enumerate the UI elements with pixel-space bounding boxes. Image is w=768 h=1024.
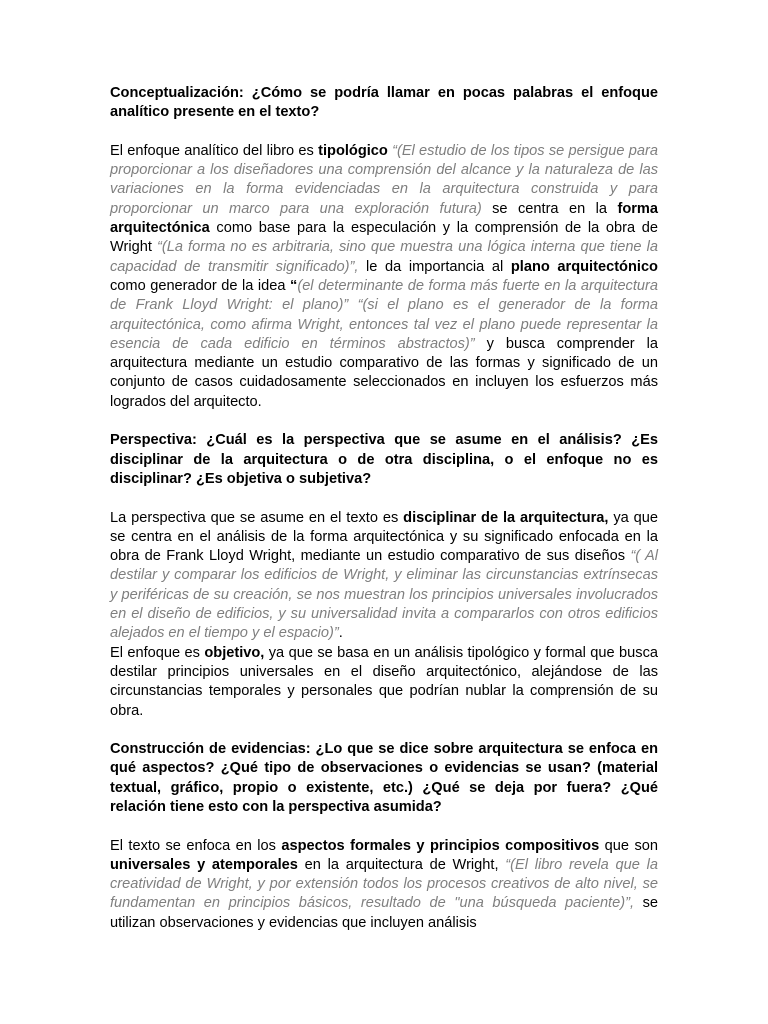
bold-term: disciplinar de la arquitectura,	[403, 509, 609, 526]
text-run: le da importancia al	[358, 258, 511, 275]
text-run: se utilizan observaciones y evidencias que incluyen análisis	[110, 895, 658, 931]
quotation: “(El estudio de los tipos se persigue para proporcionar a los diseñadores una comprensión del alcance y la naturaleza de las variaciones en la forma evidenciadas en la arquitectura construida y para proporcionar un marco para una exploración futura)	[110, 142, 658, 217]
text-run: El enfoque es	[110, 644, 205, 661]
answer-conceptualizacion	[110, 142, 658, 412]
bold-term: “	[290, 277, 298, 294]
answer-perspectiva	[110, 509, 658, 644]
text-run: que son	[599, 837, 658, 854]
text-run: ya que se centra en el análisis de la forma arquitectónica y su significado enfocada en la obra de Frank Lloyd Wright, mediante un estudio comparativo de sus diseños	[110, 509, 658, 565]
question-conceptualizacion: Conceptualización: ¿Cómo se podría llamar en pocas palabras el enfoque analítico presente en el texto?	[110, 85, 658, 121]
answer-construccion-evidencias	[110, 837, 658, 933]
quotation: (el determinante de forma más fuerte en la arquitectura de Frank Lloyd Wright: el plano)” “(si el plano es el generador de la forma arquitectónica, como afirma Wright, entonces tal vez el plano puede representar la esencia de cada edificio en términos abstractos)”	[110, 277, 658, 352]
text-run: como base para la especulación y la comprensión de la obra de Wright	[110, 220, 658, 256]
text-run: .	[338, 625, 343, 642]
bold-term: aspectos formales y principios compositivos	[281, 837, 600, 854]
question-perspectiva: Perspectiva: ¿Cuál es la perspectiva que se asume en el análisis? ¿Es disciplinar de la arquitectura o de otra disciplina, o el enfoque no es disciplinar? ¿Es objetiva o subjetiva?	[110, 432, 658, 487]
text-run: se centra en la	[481, 200, 618, 217]
bold-term: objetivo,	[204, 644, 265, 661]
document-page	[110, 84, 658, 933]
text-run: como generador de la idea	[110, 277, 291, 294]
text-run: El enfoque analítico del libro es	[110, 142, 319, 159]
text-run: y busca comprender la arquitectura mediante un estudio comparativo de las formas y significado de un conjunto de casos cuidadosamente seleccionados en incluyen los esfuerzos más logrados del arquitecto.	[110, 335, 658, 410]
text-run: ya que se basa en un análisis tipológico y formal que busca destilar principios universales en el diseño arquitectónico, alejándose de las circunstancias temporales y personales que podrían nublar la comprensión de su obra.	[110, 644, 658, 719]
question-construccion-evidencias: Construcción de evidencias: ¿Lo que se dice sobre arquitectura se enfoca en qué aspectos? ¿Qué tipo de observaciones o evidencias se usan? (material textual, gráfico, propio o existente, etc.) ¿Qué se deja por fuera? ¿Qué relación tiene esto con la perspectiva asumida?	[110, 741, 658, 815]
quotation: “( Al destilar y comparar los edificios de Wright, y eliminar las circunstancias extrínsecas y periféricas de su creación, se nos muestran los principios universales involucrados en el diseño de edificios, y su universalidad invita a compararlos con otros edificios alejados en el tiempo y el espacio)”	[110, 548, 658, 642]
answer-perspectiva-objetivo	[110, 644, 658, 721]
quotation: “(La forma no es arbitraria, sino que muestra una lógica interna que tiene la capacidad de transmitir significado)”,	[110, 239, 658, 275]
bold-term: forma arquitectónica	[110, 200, 658, 237]
bold-term: plano arquitectónico	[510, 258, 658, 275]
bold-term: universales y atemporales	[110, 856, 298, 873]
text-run: La perspectiva que se asume en el texto es	[110, 509, 404, 526]
text-run: en la arquitectura de Wright,	[297, 856, 506, 873]
text-run: El texto se enfoca en los	[110, 837, 282, 854]
bold-term: tipológico	[318, 142, 388, 159]
quotation: “(El libro revela que la creatividad de Wright, y por extensión todos los procesos creativos de alto nivel, se fundamentan en principios básicos, resultado de "una búsqueda paciente)”,	[110, 856, 658, 912]
